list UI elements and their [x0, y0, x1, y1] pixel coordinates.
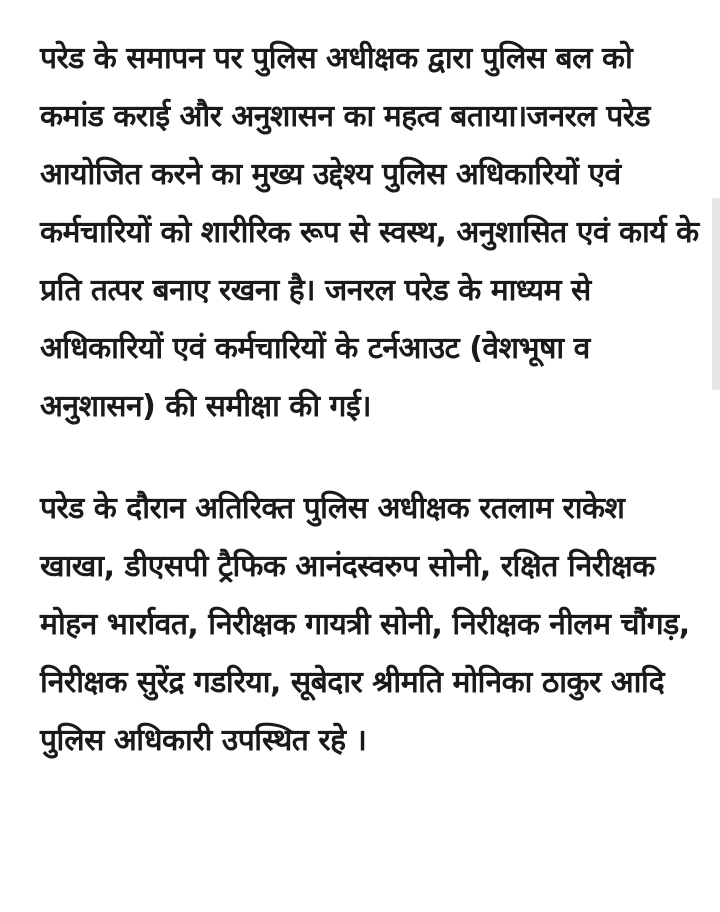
article-body — [40, 30, 700, 770]
article-paragraph-1: परेड के समापन पर पुलिस अधीक्षक द्वारा पुलिस बल को कमांड कराई और अनुशासन का महत्व बताया।जनरल परेड आयोजित करने का मुख्य उद्देश्य पुलिस अधिकारियों एवं कर्मचारियों को शारीरिक रूप से स्वस्थ, अनुशासित एवं कार्य के प्रति तत्पर बनाए रखना है। जनरल परेड के माध्यम से अधिकारियों एवं कर्मचारियों के टर्नआउट (वेशभूषा व अनुशासन) की समीक्षा की गई। — [40, 41, 699, 424]
scrollbar-thumb[interactable] — [712, 198, 720, 390]
article-paragraph-2: परेड के दौरान अतिरिक्त पुलिस अधीक्षक रतलाम राकेश खाखा, डीएसपी ट्रैफिक आनंदस्वरुप सोनी, रक्षित निरीक्षक मोहन भार्रावत, निरीक्षक गायत्री सोनी, निरीक्षक नीलम चौंगड़, निरीक्षक सुरेंद्र गडरिया, सूबेदार श्रीमति मोनिका ठाकुर आदि पुलिस अधिकारी उपस्थित रहे । — [40, 491, 690, 758]
